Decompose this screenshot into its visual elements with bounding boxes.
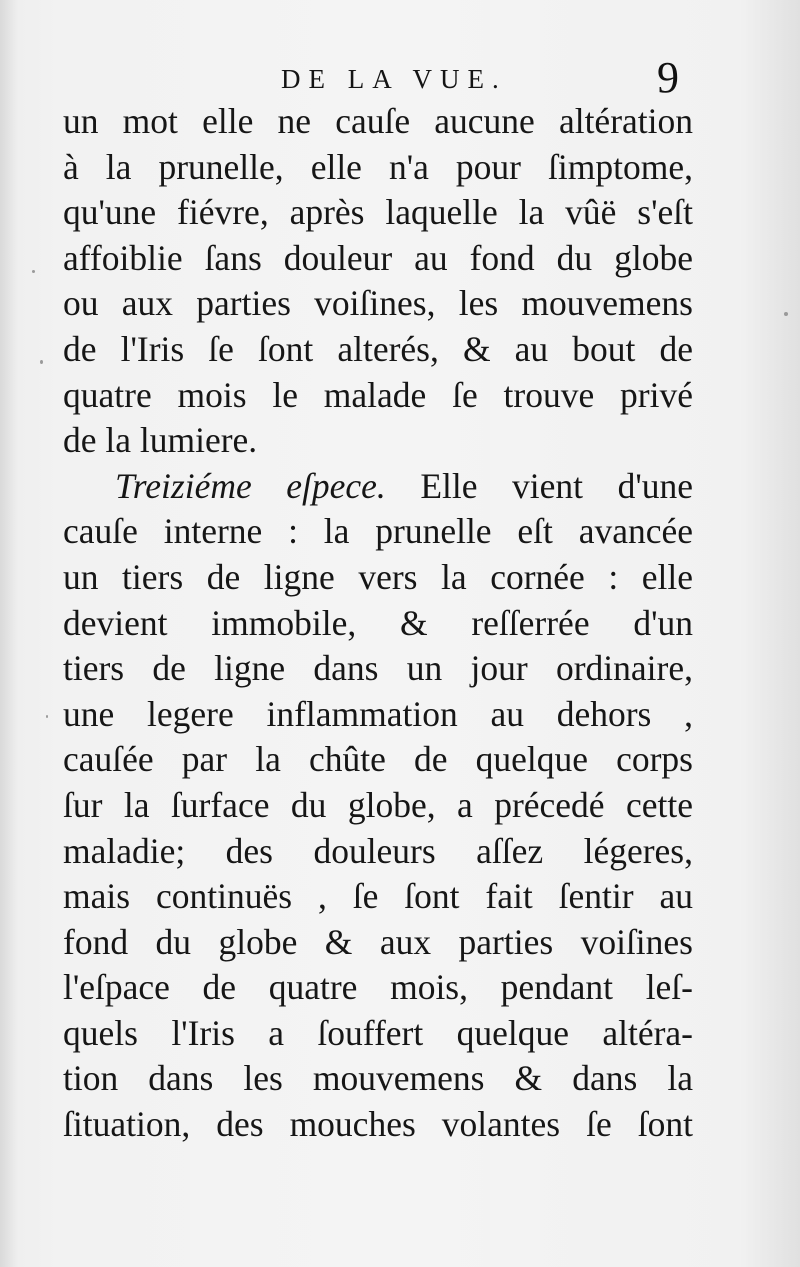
text-line: qu'une fiévre, après laquelle la vûë s'eſt [63, 192, 693, 233]
text-line: tion dans les mouvemens & dans la [63, 1058, 693, 1099]
text-line: affoiblie ſans douleur au fond du globe [63, 237, 693, 278]
paper-speck [784, 312, 788, 316]
paragraph-first-line [63, 464, 693, 510]
text-line: à la prunelle, elle n'a pour ſimptome, [63, 146, 693, 187]
page-number: 9 [657, 53, 679, 102]
body-text [63, 99, 693, 1148]
paper-speck [32, 270, 35, 273]
text-line: de l'Iris ſe ſont alterés, & au bout de [63, 328, 693, 369]
text-line: quatre mois le malade ſe trouve privé [63, 374, 693, 415]
text-line: un mot elle ne cauſe aucune altération [63, 101, 693, 141]
text-line: cauſée par la chûte de quelque corps [63, 739, 693, 780]
text-line: une legere inflammation au dehors , [63, 693, 693, 734]
text-line: fond du globe & aux parties voiſines [63, 921, 693, 962]
text-line: ſur la ſurface du globe, a précedé cette [63, 784, 693, 825]
page-header [0, 53, 800, 102]
text-line: un tiers de ligne vers la cornée : elle [63, 556, 693, 597]
text-line: cauſe interne : la prunelle eſt avancée [63, 511, 693, 552]
paper-speck [40, 360, 43, 364]
text-line: l'eſpace de quatre mois, pendant leſ- [63, 967, 693, 1008]
text-line: ou aux parties voiſines, les mouvemens [63, 283, 693, 324]
text-line: devient immobile, & reſſerrée d'un [63, 602, 693, 643]
running-head: DE LA VUE. [281, 64, 507, 94]
text-line: maladie; des douleurs aſſez légeres, [63, 830, 693, 871]
text-line: ſituation, des mouches volantes ſe ſont [63, 1104, 693, 1145]
text-line: tiers de ligne dans un jour ordinaire, [63, 648, 693, 689]
paper-speck [46, 715, 48, 718]
text-line: de la lumiere. [63, 420, 258, 461]
paragraph-first-line-rest: Elle vient d'une [420, 465, 693, 506]
text-line: quels l'Iris a ſouffert quelque altéra- [63, 1012, 693, 1053]
section-heading: Treiziéme eſpece. [115, 465, 386, 506]
text-line: mais continuës , ſe ſont fait ſentir au [63, 876, 693, 917]
